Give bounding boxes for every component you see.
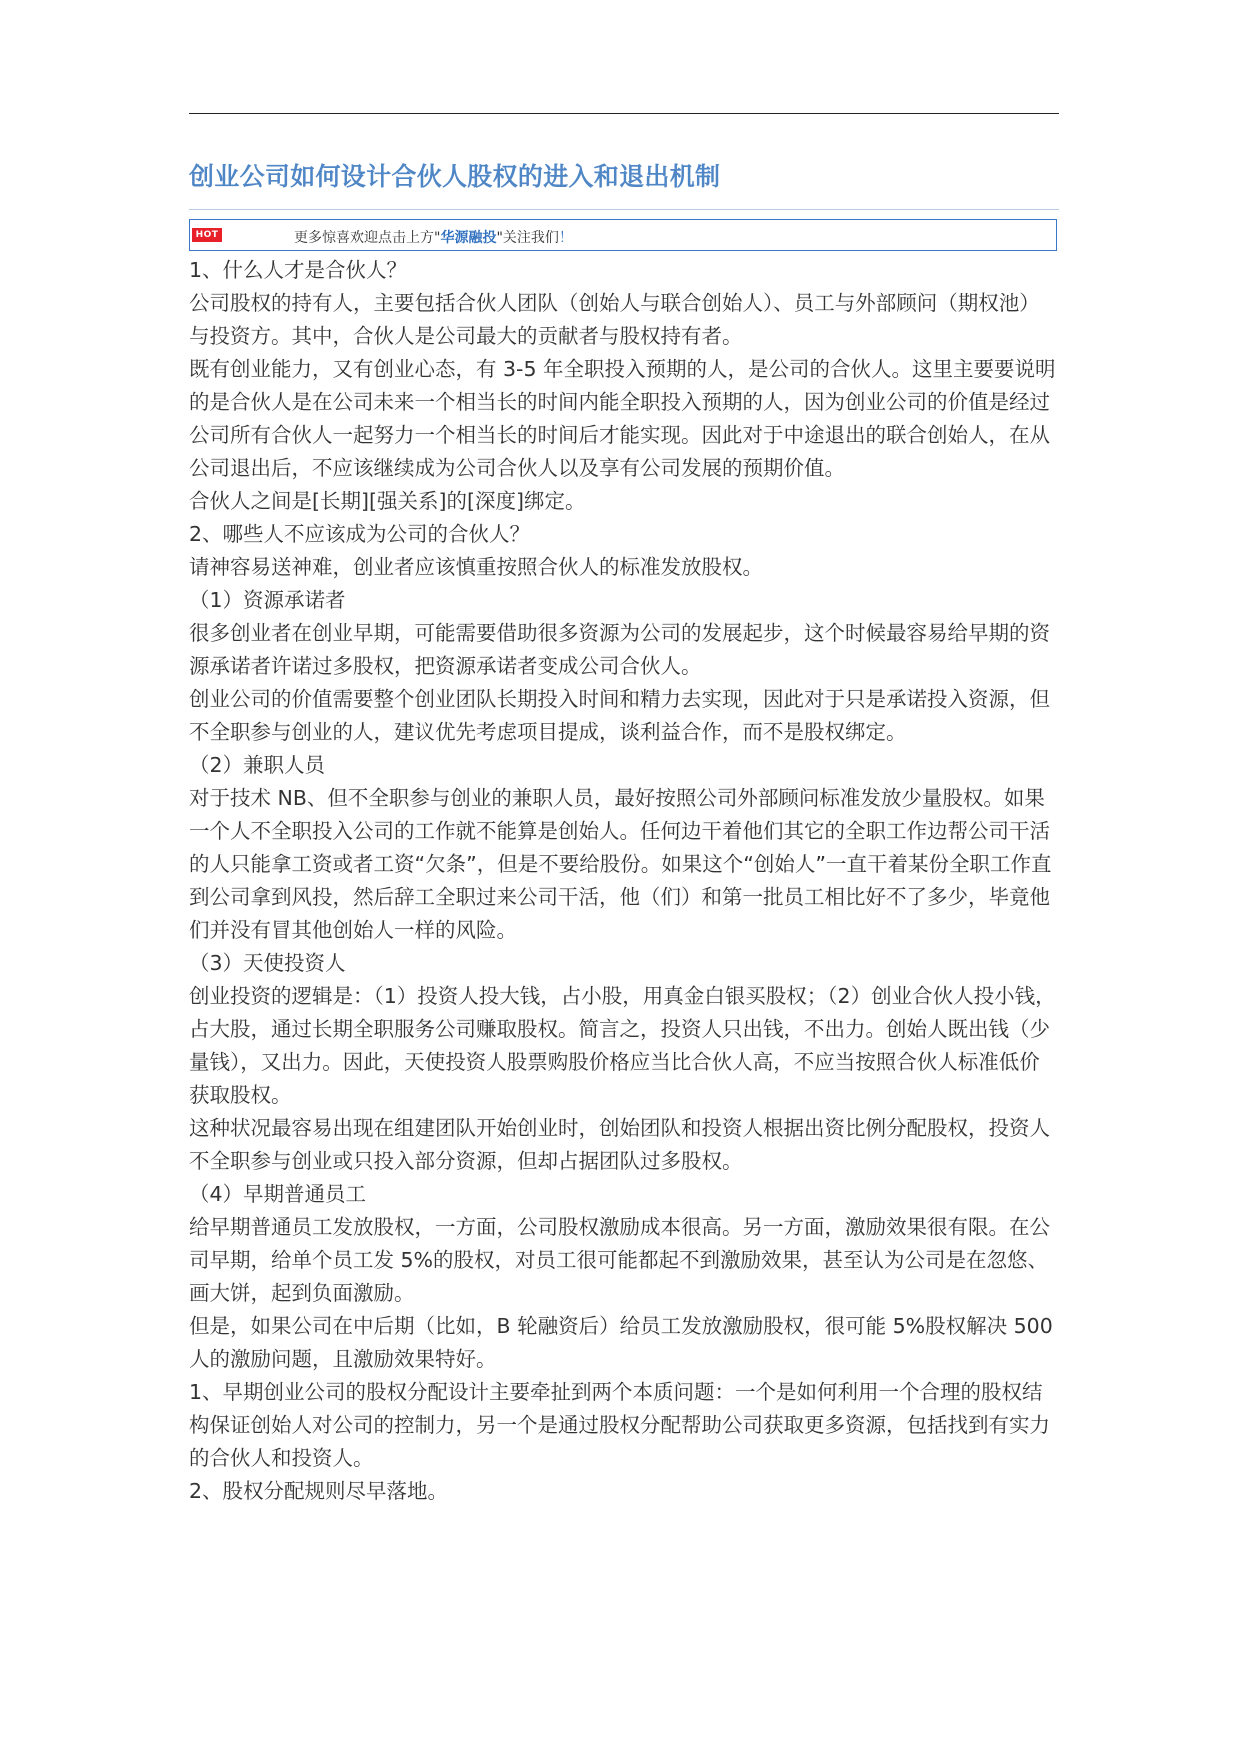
paragraph: （2）兼职人员 [189,753,326,777]
paragraph: 这种状况最容易出现在组建团队开始创业时，创始团队和投资人根据出资比例分配股权，投资人不全职参与创业或只投入部分资源，但却占据团队过多股权。 [189,1116,1050,1173]
paragraph: （4）早期普通员工 [189,1182,367,1206]
paragraph: 1、什么人才是合伙人？ [189,258,408,282]
paragraph: 给早期普通员工发放股权，一方面，公司股权激励成本很高。另一方面，激励效果很有限。在公司早期，给单个员工发 5%的股权，对员工很可能都起不到激励效果，甚至认为公司是在忽悠、画大饼，起到负面激励。 [189,1215,1050,1305]
paragraph: 1、早期创业公司的股权分配设计主要牵扯到两个本质问题：一个是如何利用一个合理的股权结构保证创始人对公司的控制力，另一个是通过股权分配帮助公司获取更多资源，包括找到有实力的合伙人和投资人。 [189,1380,1050,1470]
title-divider [189,209,1059,210]
paragraph: 请神容易送神难，创业者应该慎重按照合伙人的标准发放股权。 [189,555,763,579]
paragraph: 2、哪些人不应该成为公司的合伙人？ [189,522,531,546]
paragraph: 很多创业者在创业早期，可能需要借助很多资源为公司的发展起步，这个时候最容易给早期的资源承诺者许诺过多股权，把资源承诺者变成公司合伙人。 [189,621,1050,678]
banner-text-before: 更多惊喜欢迎点击上方" [294,230,441,246]
follow-banner[interactable] [189,219,1057,251]
paragraph: （3）天使投资人 [189,951,346,975]
brand-link[interactable]: 华源融投 [440,230,497,246]
paragraph: 2、股权分配规则尽早落地。 [189,1479,449,1503]
article-body [189,254,1059,1508]
banner-exclaim: ！ [558,230,573,246]
paragraph: 公司股权的持有人，主要包括合伙人团队（创始人与联合创始人）、员工与外部顾问（期权池）与投资方。其中，合伙人是公司最大的贡献者与股权持有者。 [189,291,1040,348]
paragraph: 对于技术 NB、但不全职参与创业的兼职人员，最好按照公司外部顾问标准发放少量股权。如果一个人不全职投入公司的工作就不能算是创始人。任何边干着他们其它的全职工作边帮公司干活的人只能拿工资或者工资“欠条”，但是不要给股份。如果这个“创始人”一直干着某份全职工作直到公司拿到风投，然后辞工全职过来公司干活，他（们）和第一批员工相比好不了多少，毕竟他们并没有冒其他创始人一样的风险。 [189,786,1052,942]
hot-badge-icon: HOT [192,228,222,242]
article-title: 创业公司如何设计合伙人股权的进入和退出机制 [189,162,721,191]
top-divider [189,113,1059,114]
paragraph: 创业投资的逻辑是：（1）投资人投大钱，占小股，用真金白银买股权；（2）创业合伙人投小钱，占大股，通过长期全职服务公司赚取股权。简言之，投资人只出钱，不出力。创始人既出钱（少量钱），又出力。因此，天使投资人股票购股价格应当比合伙人高，不应当按照合伙人标准低价获取股权。 [189,984,1056,1107]
paragraph: （1）资源承诺者 [189,588,346,612]
banner-text-after: "关注我们 [496,230,559,246]
paragraph: 但是，如果公司在中后期（比如，B 轮融资后）给员工发放激励股权，很可能 5%股权解决 500 人的激励问题，且激励效果特好。 [189,1314,1053,1371]
follow-banner-text [294,227,573,247]
paragraph: 既有创业能力，又有创业心态，有 3-5 年全职投入预期的人，是公司的合伙人。这里主要要说明的是合伙人是在公司未来一个相当长的时间内能全职投入预期的人，因为创业公司的价值是经过公司所有合伙人一起努力一个相当长的时间后才能实现。因此对于中途退出的联合创始人，在从公司退出后，不应该继续成为公司合伙人以及享有公司发展的预期价值。 [189,357,1056,480]
paragraph: 合伙人之间是[长期][强关系]的[深度]绑定。 [189,489,586,513]
paragraph: 创业公司的价值需要整个创业团队长期投入时间和精力去实现，因此对于只是承诺投入资源，但不全职参与创业的人，建议优先考虑项目提成，谈利益合作，而不是股权绑定。 [189,687,1050,744]
